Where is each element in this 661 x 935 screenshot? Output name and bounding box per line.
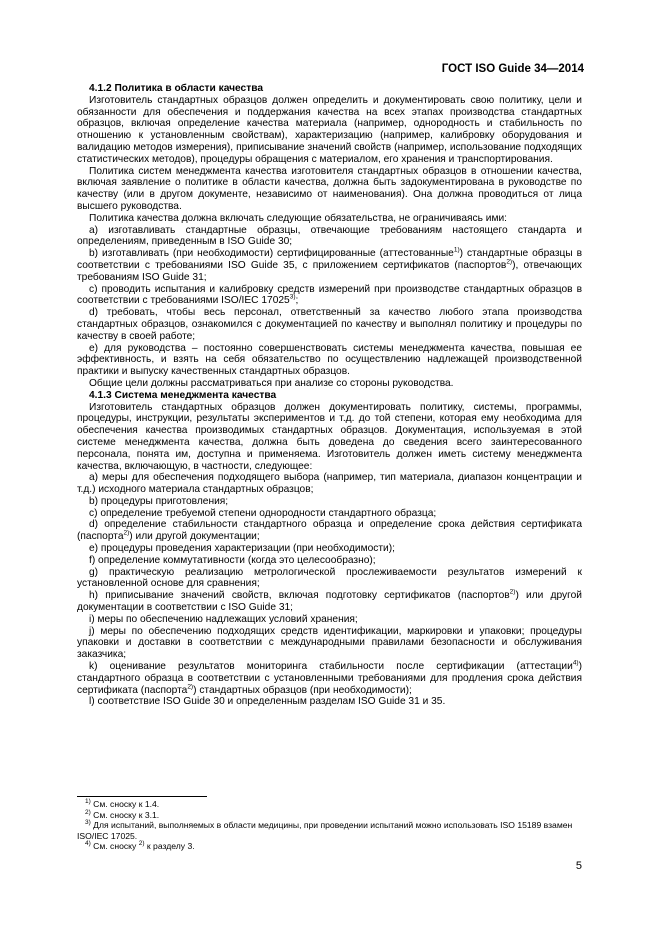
paragraph: Изготовитель стандартных образцов должен документировать политику, системы, программы, процедуры, инструкции, результаты экспериментов и т.д. до той степени, которая ему необходима для обеспечения качества производимых стандартных образцов. Документация, используемая в этой системе менеджмента качества, должна быть доведена до сведения всего заинтересованного персонала, понята им, доступна и применяема. Изготовитель должен иметь систему менеджмента качества, включающую, в частности, следующее:: [77, 401, 582, 472]
footnote: $^{1)}$ См. сноску к 1.4.: [85, 798, 160, 809]
footnote-ref: 4): [572, 659, 579, 667]
paragraph: Политика качества должна включать следующие обязательства, не ограничиваясь ими:: [89, 212, 507, 224]
list-item: g) практическую реализацию метрологической прослеживаемости результатов измерений к установленной основе для сравнения;: [77, 566, 582, 590]
section-heading-4-1-2: 4.1.2 Политика в области качества: [89, 83, 264, 94]
footnote: $^{4)}$ См. сноску $^{2)}$ к разделу 3.: [85, 840, 195, 852]
list-item: e) процедуры проведения характеризации (при необходимости);: [89, 543, 395, 555]
list-item: a) меры для обеспечения подходящего выбора (например, тип материала, диапазон концентрации и т.д.) исходного материала стандартных образцов;: [77, 472, 582, 496]
document-header: ГОСТ ISO Guide 34—2014: [441, 63, 584, 75]
footnote-ref: 2): [506, 258, 513, 266]
list-item: b) процедуры приготовления;: [89, 495, 229, 507]
list-item: c) определение требуемой степени однородности стандартного образца;: [89, 507, 437, 519]
list-item: f) определение коммутативности (когда это целесообразно);: [89, 554, 376, 566]
list-item: c) проводить испытания и калибровку средств измерений при производстве стандартных образцов в соответствии с требованиями ISO/IEC 17025$^{3)}$;: [77, 283, 582, 307]
footnote: $^{3)}$ Для испытаний, выполняемых в области медицины, при проведении испытаний можно использовать ISO 15189 взамен ISO/IEC 17025.: [77, 819, 573, 841]
footnote-ref: 2): [187, 683, 194, 691]
paragraph: Изготовитель стандартных образцов должен определить и документировать свою политику, цели и обязанности для обеспечения и поддержания качества на всех этапах производства стандартных образцов, включая определение качества материала (например, однородность и стабильность по отношению к установленным свойствам), характеризацию (например, калибровку оборудования и валидацию методов измерения), приписывание значений свойств (например, использование подходящих статистических методов), процедуры обращения с материалом, его хранения и транспортирования.: [77, 94, 582, 165]
list-item: d) определение стабильности стандартного образца и определение срока действия сертификата (паспорта$^{2)}$) или другой документации;: [77, 519, 582, 543]
section-heading-4-1-3: 4.1.3 Система менеджмента качества: [89, 389, 277, 401]
paragraph: Общие цели должны рассматриваться при анализе со стороны руководства.: [89, 377, 454, 389]
paragraph: Политика систем менеджмента качества изготовителя стандартных образцов в отношении качества, включая заявление о политике в области качества, должна быть задокументирована в руководстве по качеству (или в другом документе, независимо от наименования). Она должна проводиться от лица высшего руководства.: [77, 165, 582, 212]
footnotes: [77, 799, 582, 852]
list-item: a) изготавливать стандартные образцы, отвечающие требованиям настоящего стандарта и определениям, приведенным в ISO Guide 30;: [77, 224, 582, 248]
main-content: [77, 83, 582, 708]
list-item: i) меры по обеспечению надлежащих условий хранения;: [89, 613, 358, 625]
list-item: d) требовать, чтобы весь персонал, ответственный за качество любого этапа производства стандартных образцов, ознакомился с документацией по качеству и выполнял политику и процедуры по качеству в своей работе;: [77, 307, 582, 342]
footnote-ref: 3): [289, 293, 296, 301]
list-item: k) оценивание результатов мониторинга стабильности после сертификации (аттестации$^{4)}$) стандартного образца в соответствии с установленными требованиями для продления срока действия сертификата (паспорта$^{2)}$) стандартных образцов (при необходимости);: [77, 659, 582, 696]
list-item: e) для руководства – постоянно совершенствовать системы менеджмента качества, повышая ее эффективность, и взять на себя обязательство по осуществлению надлежащей производственной практики и выпуску качественных стандартных образцов.: [77, 342, 582, 378]
footnote-ref: 2): [123, 529, 130, 537]
footnote-ref: 2): [509, 588, 516, 596]
page-number: 5: [575, 860, 582, 872]
footnote-divider: [77, 796, 207, 797]
list-item: j) меры по обеспечению подходящих средств идентификации, маркировки и упаковки; процедуры упаковки и доставки в соответствии с международными правилами безопасности и обслуживания заказчика;: [77, 625, 582, 661]
list-item: l) соответствие ISO Guide 30 и определенным разделам ISO Guide 31 и 35.: [89, 696, 446, 708]
list-item: h) приписывание значений свойств, включая подготовку сертификатов (паспортов$^{2)}$) или другой документации в соответствии с ISO Guide 31;: [77, 588, 582, 614]
list-item: b) изготавливать (при необходимости) сертифицированные (аттестованные$^{1)}$) стандартные образцы в соответствии с требованиями ISO Guide 35, с приложением сертификатов (паспортов$^{2)}$), отвечающих требованиям ISO Guide 31;: [77, 246, 582, 283]
footnote-ref: 1): [453, 246, 460, 254]
footnote: $^{2)}$ См. сноску к 3.1.: [85, 808, 160, 820]
